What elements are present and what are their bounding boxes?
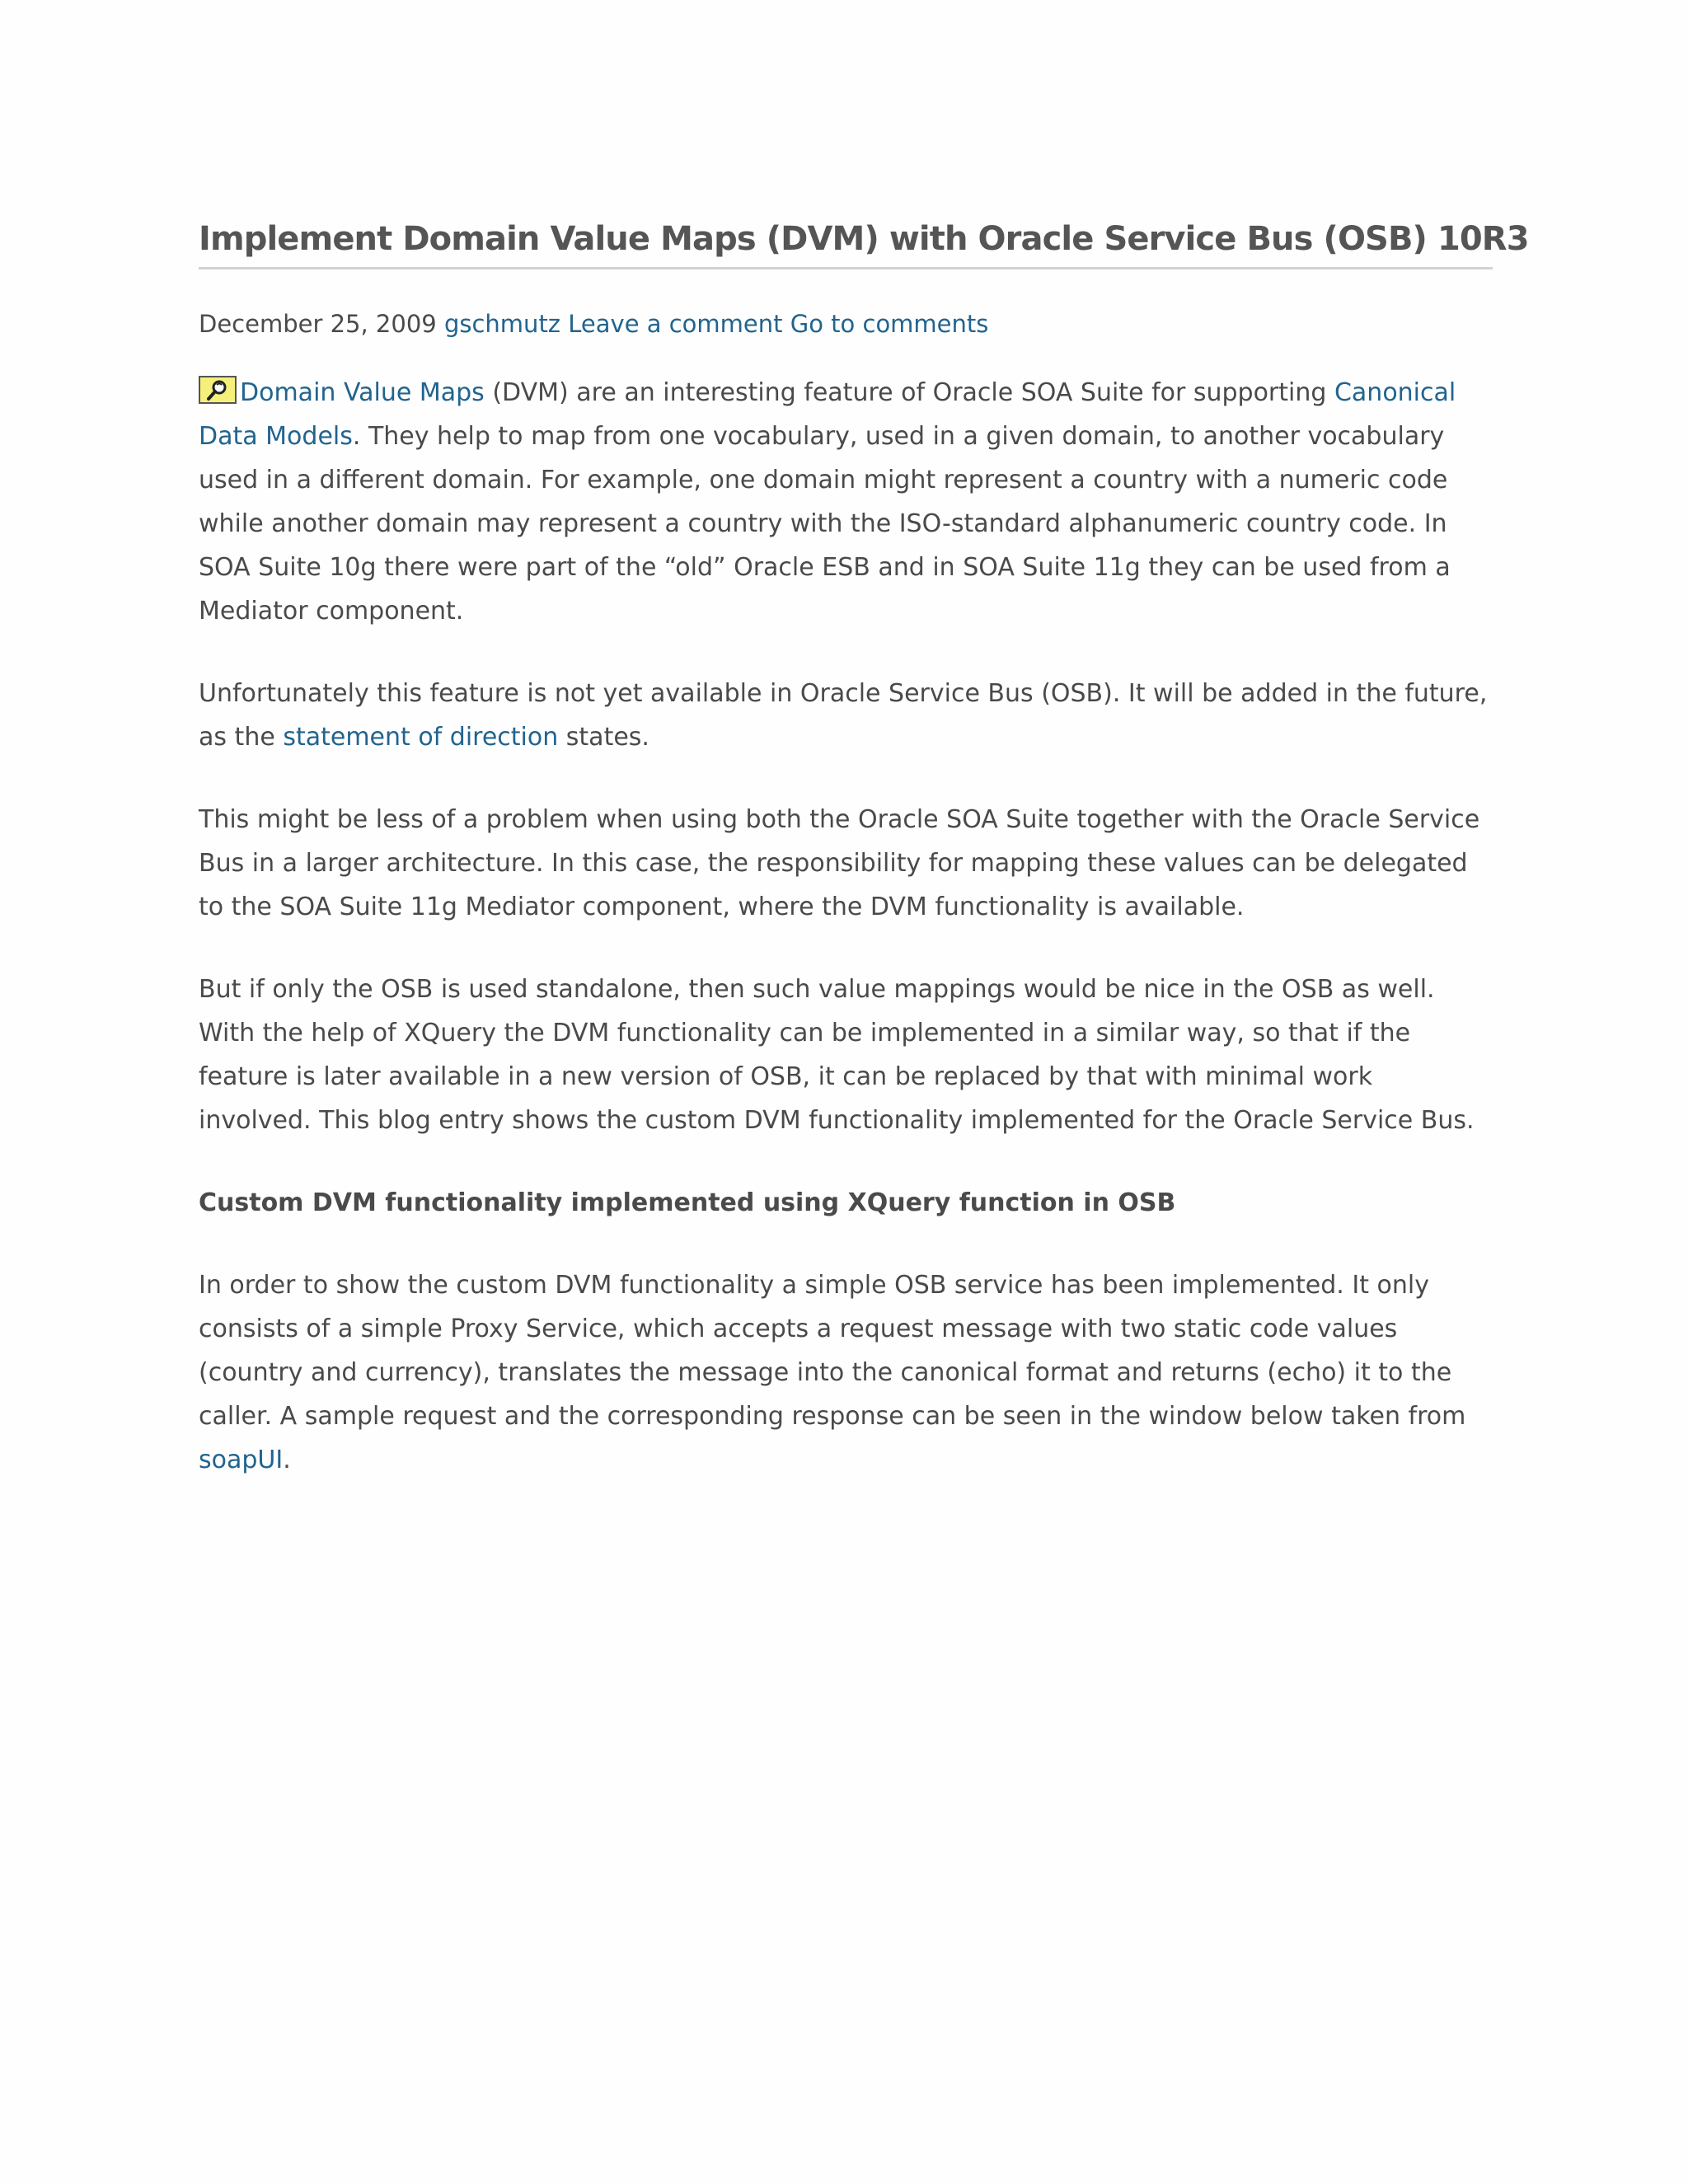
- post-meta: [199, 307, 1493, 340]
- section-heading: Custom DVM functionality implemented using XQuery function in OSB: [199, 1188, 1176, 1217]
- paragraph-sample-service: [199, 1263, 1493, 1482]
- leave-comment-link[interactable]: Leave a comment: [568, 310, 783, 338]
- canonical-data-models-link[interactable]: Canonical Data Models: [199, 378, 1456, 451]
- statement-of-direction-link[interactable]: statement of direction: [283, 723, 559, 752]
- go-to-comments-link[interactable]: Go to comments: [790, 310, 989, 338]
- intro-text-1: (DVM) are an interesting feature of Oracle SOA Suite for supporting: [484, 378, 1334, 407]
- soapui-link[interactable]: soapUI: [199, 1446, 284, 1474]
- sample-text-2: .: [283, 1446, 291, 1474]
- intro-text-2: . They help to map from one vocabulary, used in a given domain, to another vocabulary used in a different domain. For example, one domain might represent a country with a numeric code while another domain may represent a country with the ISO-standard alphanumeric country code. In SOA Suite 10g there were part of the “old” Oracle ESB and in SOA Suite 11g they can be used from a Mediator component.: [199, 422, 1451, 626]
- magnifier-icon: [199, 376, 237, 404]
- paragraph-osb-availability: [199, 672, 1493, 759]
- post-title: Implement Domain Value Maps (DVM) with Oracle Service Bus (OSB) 10R3: [199, 216, 1493, 269]
- post: [199, 216, 1529, 1482]
- paragraph-architecture: This might be less of a problem when using both the Oracle SOA Suite together with the Oracle Service Bus in a larger architecture. In this case, the responsibility for mapping these values can be delegated to the SOA Suite 11g Mediator component, where the DVM functionality is available.: [199, 805, 1480, 921]
- post-date: December 25, 2009: [199, 310, 437, 338]
- availability-text-1: Unfortunately this feature is not yet available in Oracle Service Bus (OSB). It will be added in the future, as the: [199, 679, 1488, 752]
- author-link[interactable]: gschmutz: [443, 310, 561, 338]
- domain-value-maps-link[interactable]: Domain Value Maps: [240, 378, 485, 407]
- paragraph-standalone: But if only the OSB is used standalone, then such value mappings would be nice in the OSB as well. With the help of XQuery the DVM functionality can be implemented in a similar way, so that if the feature is later available in a new version of OSB, it can be replaced by that with minimal work involved. This blog entry shows the custom DVM functionality implemented for the Oracle Service Bus.: [199, 975, 1475, 1135]
- sample-text-1: In order to show the custom DVM functionality a simple OSB service has been implemented. It only consists of a simple Proxy Service, which accepts a request message with two static code values (country and currency), translates the message into the canonical format and returns (echo) it to the caller. A sample request and the corresponding response can be seen in the window below taken from: [199, 1271, 1466, 1431]
- availability-text-2: states.: [558, 723, 649, 752]
- paragraph-intro: [199, 371, 1493, 633]
